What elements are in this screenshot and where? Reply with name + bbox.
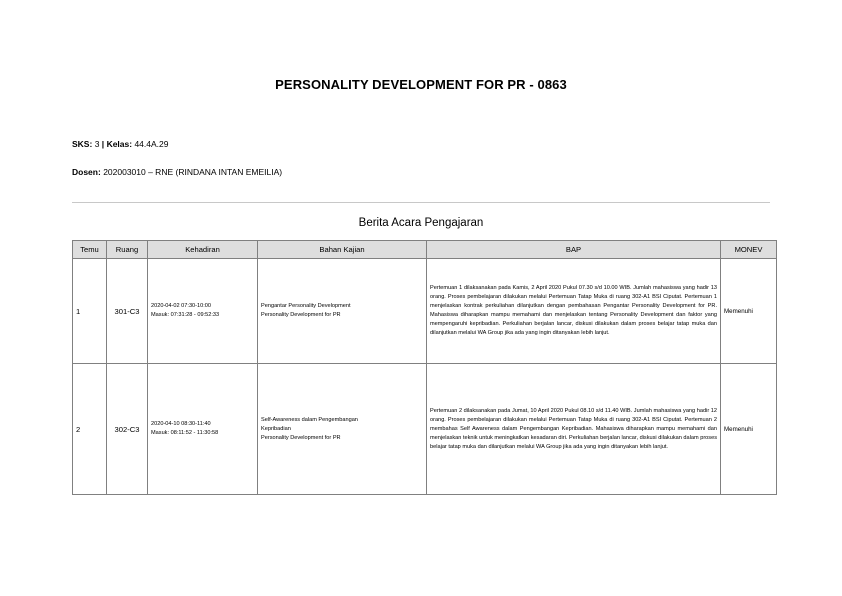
table-row: [73, 259, 777, 364]
cell-bap: Pertemuan 1 dilaksanakan pada Kamis, 2 April 2020 Pukul 07.30 s/d 10.00 WIB. Jumlah mahasiswa yang hadir 13 orang. Proses pembelajaran dilakukan melalui Pertemuan Tatap Muka di ruang 302-A1 BSI Ciputat. Pertemuan 1 menjelaskan kontrak perkuliahan dilanjutkan dengan pembahasan Pengantar Personality Development for PR. Mahasiswa diharapkan mampu memahami dan menjelaskan tentang Personality Development dan faktor yang mempengaruhi kepribadian. Perkuliahan berjalan lancar, diskusi dilakukan dalam proses belajar tatap muka dan dilanjutkan melalui WA Group jika ada yang ingin ditanyakan lebih lanjut.: [427, 259, 721, 364]
header-bahan-kajian: Bahan Kajian: [258, 241, 427, 259]
dosen-label: Dosen:: [72, 167, 101, 177]
header-monev: MONEV: [721, 241, 777, 259]
section-title: Berita Acara Pengajaran: [358, 217, 484, 229]
bap-table: [72, 240, 777, 495]
header-kehadiran: Kehadiran: [148, 241, 258, 259]
table-row: [73, 364, 777, 495]
kelas-label: Kelas:: [106, 139, 133, 149]
cell-ruang: 302-C3: [107, 364, 148, 495]
kelas-value: 44.4A.29: [134, 139, 169, 149]
kehadiran-attendance: Masuk: 08:11:52 - 11:30:58: [151, 430, 219, 436]
header-ruang: Ruang: [107, 241, 148, 259]
cell-bahan-kajian: [258, 364, 427, 495]
bahan-line: Self-Awareness dalam Pengembangan: [261, 416, 358, 423]
sks-value: 3: [94, 139, 100, 149]
cell-temu: 2: [73, 364, 107, 495]
course-meta: [72, 139, 168, 149]
bahan-line: Pengantar Personality Development: [261, 303, 351, 309]
meta-separator: |: [101, 139, 105, 149]
cell-ruang: 301-C3: [107, 259, 148, 364]
header-bap: BAP: [427, 241, 721, 259]
kehadiran-schedule: 2020-04-02 07:30-10:00: [151, 303, 212, 309]
bahan-line: Personality Development for PR: [261, 312, 341, 318]
cell-temu: 1: [73, 259, 107, 364]
cell-kehadiran: [148, 259, 258, 364]
sks-label: SKS:: [72, 139, 93, 149]
lecturer-meta: [72, 167, 282, 177]
header-temu: Temu: [73, 241, 107, 259]
cell-monev: Memenuhi: [721, 364, 777, 495]
cell-monev: Memenuhi: [721, 259, 777, 364]
bahan-line: Personality Development for PR: [261, 434, 341, 441]
table-header-row: [73, 241, 777, 259]
cell-kehadiran: [148, 364, 258, 495]
bahan-line: Kepribadian: [261, 425, 291, 432]
kehadiran-attendance: Masuk: 07:31:28 - 09:52:33: [151, 312, 220, 318]
dosen-value: 202003010 – RNE (RINDANA INTAN EMEILIA): [103, 167, 283, 177]
cell-bap: Pertemuan 2 dilaksanakan pada Jumat, 10 April 2020 Pukul 08.10 s/d 11.40 WIB. Jumlah mahasiswa yang hadir 12 orang. Proses pembelajaran dilakukan melalui Pertemuan Tatap Muka di ruang 302-A1 BSI Ciputat. Pertemuan 2 membahas Self Awareness dalam Pengembangan Kepribadian. Mahasiswa diharapkan mampu memahami dan menjelaskan teknik untuk meningkatkan kesadaran diri. Perkuliahan berjalan lancar, diskusi dilakukan dalam proses belajar tatap muka dan dilanjutkan melalui WA Group jika ada yang ingin ditanyakan lebih lanjut.: [427, 364, 721, 495]
page-title: PERSONALITY DEVELOPMENT FOR PR - 0863: [275, 77, 567, 92]
cell-bahan-kajian: [258, 259, 427, 364]
kehadiran-schedule: 2020-04-10 08:30-11:40: [151, 421, 211, 427]
section-divider: [72, 202, 770, 203]
